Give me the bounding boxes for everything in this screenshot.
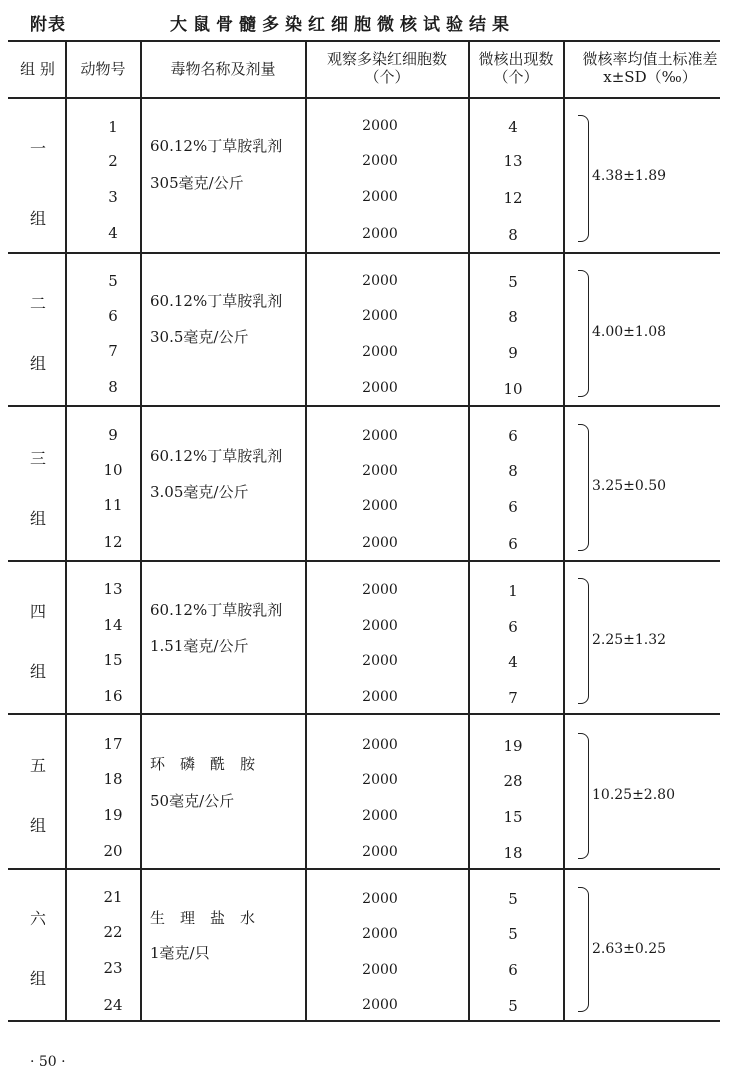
observed-count: 2000 — [362, 926, 398, 942]
animal-number: 6 — [108, 307, 118, 325]
header-observed-line1: 观察多染红细胞数 — [326, 50, 447, 68]
poison-dose: 1.51毫克/公斤 — [150, 637, 249, 655]
group-numeral: 一 — [29, 139, 46, 158]
observed-count: 2000 — [362, 189, 398, 205]
group-bracket — [578, 578, 589, 704]
observed-count: 2000 — [362, 308, 398, 324]
micronuclei-count: 5 — [508, 997, 518, 1015]
micronuclei-count: 12 — [503, 189, 523, 207]
micronuclei-count: 5 — [508, 925, 518, 943]
observed-count: 2000 — [362, 118, 398, 134]
poison-name: 生 理 盐 水 — [150, 909, 256, 927]
poison-name: 环 磷 酰 胺 — [150, 755, 256, 773]
group-numeral: 三 — [29, 449, 46, 468]
micronuclei-count: 10 — [503, 380, 523, 398]
micronuclei-count: 9 — [508, 344, 518, 362]
column-divider — [563, 40, 565, 1021]
group-divider — [8, 405, 720, 407]
poison-name: 60.12%丁草胺乳剂 — [150, 601, 283, 619]
table-top-rule — [8, 40, 720, 42]
animal-number: 5 — [108, 272, 118, 290]
animal-number: 18 — [103, 770, 123, 788]
observed-count: 2000 — [362, 428, 398, 444]
poison-name: 60.12%丁草胺乳剂 — [150, 292, 283, 310]
animal-number: 20 — [103, 842, 123, 860]
micronuclei-count: 4 — [508, 118, 518, 136]
micronuclei-count: 4 — [508, 653, 518, 671]
micronuclei-count: 7 — [508, 689, 518, 707]
table-title: 大鼠骨髓多染红细胞微核试验结果 — [170, 15, 515, 35]
animal-number: 4 — [108, 224, 118, 242]
header-micronuclei-line1: 微核出现数 — [478, 50, 554, 68]
header-micronuclei-line2: （个） — [493, 68, 539, 86]
observed-count: 2000 — [362, 962, 398, 978]
group-bracket — [578, 115, 589, 242]
group-numeral: 二 — [29, 294, 46, 313]
header-group: 组 别 — [20, 60, 55, 78]
table-bottom-rule — [8, 1020, 720, 1022]
group-suffix: 组 — [29, 969, 46, 988]
animal-number: 9 — [108, 426, 118, 444]
micronuclei-count: 1 — [508, 582, 518, 600]
animal-number: 2 — [108, 152, 118, 170]
observed-count: 2000 — [362, 808, 398, 824]
micronuclei-count: 6 — [508, 535, 518, 553]
animal-number: 15 — [103, 651, 123, 669]
group-divider — [8, 868, 720, 870]
animal-number: 8 — [108, 378, 118, 396]
micronuclei-count: 28 — [503, 772, 523, 790]
header-rate-line1: 微核率均值土标准差 — [582, 50, 718, 68]
group-divider — [8, 713, 720, 715]
header-animal-no: 动物号 — [80, 60, 126, 78]
header-observed — [306, 50, 468, 86]
micronuclei-rate: 2.25±1.32 — [592, 632, 667, 648]
observed-count: 2000 — [362, 997, 398, 1013]
observed-count: 2000 — [362, 653, 398, 669]
poison-dose: 305毫克/公斤 — [150, 174, 244, 192]
micronuclei-count: 8 — [508, 462, 518, 480]
animal-number: 11 — [103, 496, 123, 514]
animal-number: 12 — [103, 533, 123, 551]
group-bracket — [578, 887, 589, 1012]
micronuclei-rate: 4.38±1.89 — [592, 168, 667, 184]
observed-count: 2000 — [362, 344, 398, 360]
header-poison: 毒物名称及剂量 — [170, 60, 276, 78]
observed-count: 2000 — [362, 772, 398, 788]
group-numeral: 五 — [29, 756, 46, 775]
column-divider — [305, 40, 307, 1021]
animal-number: 10 — [103, 461, 123, 479]
micronuclei-count: 6 — [508, 961, 518, 979]
observed-count: 2000 — [362, 535, 398, 551]
micronuclei-count: 18 — [503, 844, 523, 862]
poison-name: 60.12%丁草胺乳剂 — [150, 447, 283, 465]
micronuclei-count: 6 — [508, 498, 518, 516]
poison-dose: 50毫克/公斤 — [150, 792, 235, 810]
micronuclei-count: 15 — [503, 808, 523, 826]
group-suffix: 组 — [29, 662, 46, 681]
micronuclei-count: 6 — [508, 618, 518, 636]
observed-count: 2000 — [362, 618, 398, 634]
group-divider — [8, 560, 720, 562]
column-divider — [468, 40, 470, 1021]
group-numeral: 四 — [29, 602, 46, 621]
micronuclei-count: 6 — [508, 427, 518, 445]
micronuclei-rate: 2.63±0.25 — [592, 941, 667, 957]
appendix-label: 附表 — [30, 15, 66, 35]
observed-count: 2000 — [362, 273, 398, 289]
observed-count: 2000 — [362, 582, 398, 598]
micronuclei-count: 13 — [503, 152, 523, 170]
micronuclei-count: 5 — [508, 890, 518, 908]
column-divider — [140, 40, 142, 1021]
poison-name: 60.12%丁草胺乳剂 — [150, 137, 283, 155]
page-number: · 50 · — [30, 1054, 66, 1070]
header-rate — [562, 50, 738, 86]
group-suffix: 组 — [29, 509, 46, 528]
group-bracket — [578, 424, 589, 551]
animal-number: 21 — [103, 888, 123, 906]
observed-count: 2000 — [362, 153, 398, 169]
micronuclei-count: 19 — [503, 737, 523, 755]
observed-count: 2000 — [362, 380, 398, 396]
animal-number: 7 — [108, 342, 118, 360]
micronuclei-count: 5 — [508, 273, 518, 291]
header-micronuclei — [469, 50, 563, 86]
observed-count: 2000 — [362, 844, 398, 860]
animal-number: 14 — [103, 616, 123, 634]
group-divider — [8, 252, 720, 254]
animal-number: 17 — [103, 735, 123, 753]
poison-dose: 30.5毫克/公斤 — [150, 328, 249, 346]
observed-count: 2000 — [362, 737, 398, 753]
column-divider — [65, 40, 67, 1021]
observed-count: 2000 — [362, 463, 398, 479]
group-suffix: 组 — [29, 816, 46, 835]
observed-count: 2000 — [362, 498, 398, 514]
micronuclei-rate: 4.00±1.08 — [592, 324, 667, 340]
group-suffix: 组 — [29, 354, 46, 373]
header-observed-line2: （个） — [364, 68, 410, 86]
header-rate-line2: x±SD（‰） — [603, 68, 697, 86]
observed-count: 2000 — [362, 689, 398, 705]
animal-number: 3 — [108, 188, 118, 206]
poison-dose: 3.05毫克/公斤 — [150, 483, 249, 501]
animal-number: 19 — [103, 806, 123, 824]
micronuclei-count: 8 — [508, 308, 518, 326]
group-suffix: 组 — [29, 209, 46, 228]
micronuclei-count: 8 — [508, 226, 518, 244]
poison-dose: 1毫克/只 — [150, 944, 210, 962]
observed-count: 2000 — [362, 226, 398, 242]
animal-number: 24 — [103, 996, 123, 1014]
animal-number: 22 — [103, 923, 123, 941]
animal-number: 23 — [103, 959, 123, 977]
group-bracket — [578, 733, 589, 859]
animal-number: 16 — [103, 687, 123, 705]
group-numeral: 六 — [29, 909, 46, 928]
animal-number: 13 — [103, 580, 123, 598]
micronuclei-rate: 3.25±0.50 — [592, 478, 667, 494]
group-bracket — [578, 270, 589, 397]
header-bottom-rule — [8, 97, 720, 99]
animal-number: 1 — [108, 118, 118, 136]
observed-count: 2000 — [362, 891, 398, 907]
micronuclei-rate: 10.25±2.80 — [592, 787, 675, 803]
